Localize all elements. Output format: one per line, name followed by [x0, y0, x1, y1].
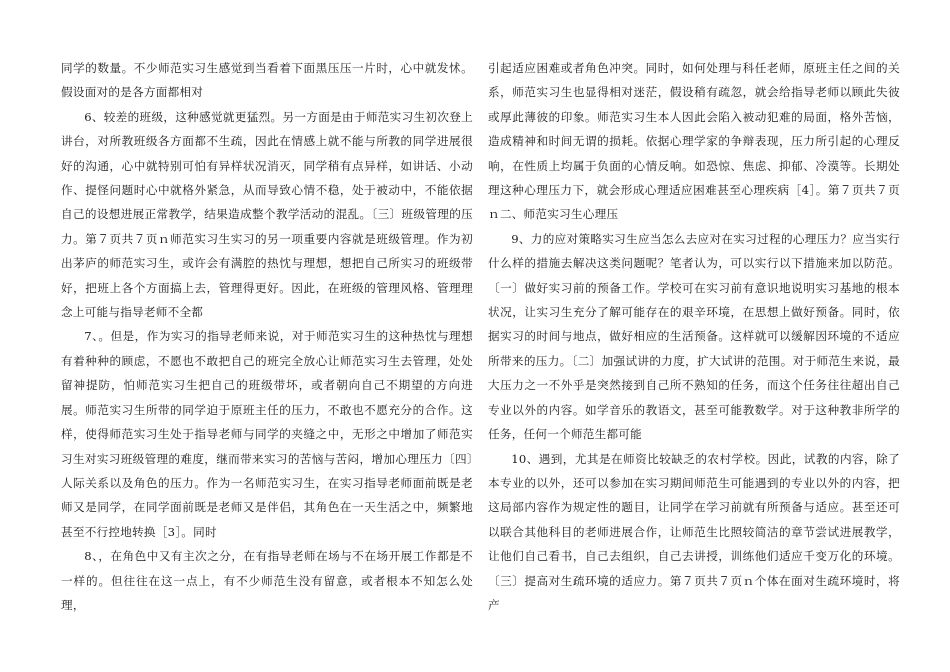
paragraph: 引起适应困难或者角色冲突。同时，如何处理与科任老师，原班主任之间的关系，师范实习生也显得相对迷茫，假设稍有疏忽，就会给指导老师以顾此失彼或厚此薄彼的印象。师范实习生本人因此会陷入被动犯难的局面，格外苦恼，造成精神和时间无谓的损耗。依据心理学家的争辩表现，压力所引起的心理反响，在性质上均属于负面的心情反响。如恐惊、焦虑、抑郁、冷漠等。长期处理这种心理压力下，就会形成心理适应困难甚至心理疾病［4］。第７页共７页ｎ二、师范实习生心理压: [488, 61, 900, 222]
left-column: [61, 56, 473, 617]
right-column: [488, 56, 900, 617]
paragraph: 10、遇到，尤其是在师资比较缺乏的农村学校。因此，试教的内容，除了本专业的以外，还可以参加在实习期间师范生可能遇到的专业以外的内容，把这局部内容作为规定性的题目，让同学在学习前就有所预备与适应。甚至还可以联合其他科目的老师进展合作，让师范生比照较简洁的章节尝试进展教学，让他们自己看书，自己去组织，自己去讲授，训练他们适应千变万化的环境。〔三〕提高对生疏环境的适应力。第７页共７页ｎ个体在面对生疏环境时，将产: [488, 451, 900, 612]
paragraph: 9、力的应对策略实习生应当怎么去应对在实习过程的心理压力？应当实行什么样的措施去解决这类问题呢？笔者认为，可以实行以下措施来加以防范。〔一〕做好实习前的预备工作。学校可在实习前有意识地说明实习基地的根本状况，让实习生充分了解可能存在的艰辛环境，在思想上做好预备。同时，依据实习的时间与地点，做好相应的生活预备。这样就可以缓解因环境的不适应所带来的压力。〔二〕加强试讲的力度，扩大试讲的范围。对于师范生来说，最大压力之一不外乎是突然接到自己所不熟知的任务，而这个任务往往超出自己专业以外的内容。如学音乐的教语文，甚至可能教数学。对于这种教非所学的任务，任何一个师范生都可能: [488, 231, 900, 442]
paragraph: 8、，在角色中又有主次之分，在有指导老师在场与不在场开展工作都是不一样的。但往往在这一点上，有不少师范生没有留意，或者根本不知怎么处理，: [61, 549, 473, 612]
paragraph: 6、较差的班级，这种感觉就更猛烈。另一方面是由于师范实习生初次登上讲台，对所教班级各方面都不生疏，因此在情感上就不能与所教的同学进展很好的沟通，心中就特别可怕有异样状况消灭，同学稍有点异样，如讲话、小动作、提怪问题时心中就格外紧急，从而导致心情不稳，处于被动中，不能依据自己的设想进展正常教学，结果造成整个教学活动的混乱。〔三〕班级管理的压力。第７页共７页ｎ师范实习生实习的另一项重要内容就是班级管理。作为初出茅庐的师范实习生，或许会有满腔的热忱与理想，想把自己所实习的班级带好，把班上各个方面搞上去，管理得更好。因此，在班级的管理风格、管理理念上可能与指导老师不全都: [61, 109, 473, 320]
paragraph: 7、。但是，作为实习的指导老师来说，对于师范实习生的这种热忱与理想有着种种的顾虑，不愿也不敢把自己的班完全放心让师范实习生去管理，处处留神提防，怕师范实习生把自己的班级带坏，或者朝向自己不期望的方向进展。师范实习生所带的同学迫于原班主任的压力，不敢也不愿充分的合作。这样，使得师范实习生处于指导老师与同学的夹缝之中，无形之中增加了师范实习生对实习班级管理的难度，继而带来实习的苦恼与苦闷，增加心理压力〔四〕人际关系以及角色的压力。作为一名师范实习生，在实习指导老师面前既是老师又是同学，在同学面前既是老师又是伴侣，其角色在一天生活之中，频繁地甚至不行控地转换［3］。同时: [61, 329, 473, 539]
paragraph: 同学的数量。不少师范实习生感觉到当看着下面黑压压一片时，心中就发怵。假设面对的是各方面都相对: [61, 61, 473, 100]
